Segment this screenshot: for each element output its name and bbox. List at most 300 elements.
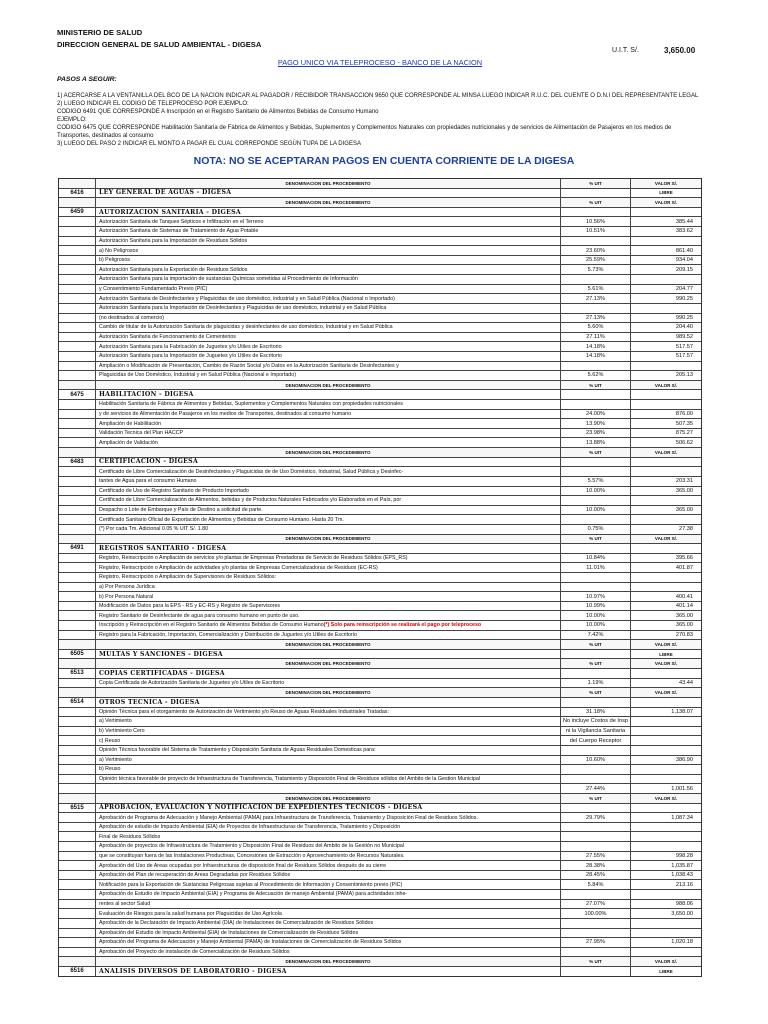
code-cell <box>59 717 96 726</box>
procedure-name: Registro, Reinscripción o Ampliación de servicios y/o plantas de Empresas Prestadoras de Servicio de Residuos Sólidos (EPS_RS) <box>96 554 561 563</box>
code-cell <box>59 314 96 323</box>
procedure-name: Aprobación de la Declaración de Impacto Ambiental (DIA) de Instalaciones de Comercialización de Residuos Sólidos <box>96 919 561 928</box>
uit-percent: 10.00% <box>561 621 631 630</box>
code-cell <box>59 948 96 957</box>
uit-percent: ni la Vigilancia Sanitaria <box>561 727 631 736</box>
uit-percent: 100.00% <box>561 909 631 918</box>
section-row <box>59 544 701 554</box>
code-cell <box>59 659 96 668</box>
section-row <box>59 650 701 660</box>
fee-value <box>631 400 701 409</box>
table-header-row <box>59 688 701 698</box>
table-row <box>59 515 701 525</box>
fee-value: 270.83 <box>675 631 693 638</box>
valor-header: VALOR S/. <box>654 449 678 455</box>
uit-cell <box>561 669 631 678</box>
procedure-name: Cambio de titular de la Autorización Sanitaria de plaguicidas y desinfectantes de uso doméstico, Industrial y en Salud Pública <box>96 323 561 332</box>
valor-header: VALOR S/. <box>654 795 678 801</box>
uit-percent: 23.60% <box>561 246 631 255</box>
fee-value <box>631 583 701 592</box>
procedure-name: Certificado de Libre Comercialización de Desinfectantes y Plaguicidas de de Uso Doméstico, Industrial, Salud Pública y Desinfec- <box>96 467 561 476</box>
table-row <box>59 573 701 583</box>
code-cell <box>59 900 96 909</box>
table-row <box>59 813 701 823</box>
table-row <box>59 900 701 910</box>
table-row <box>59 554 701 564</box>
section-row <box>59 458 701 468</box>
code-cell <box>59 467 96 476</box>
code-cell <box>59 179 96 188</box>
uit-cell <box>561 650 631 659</box>
table-header-row <box>59 448 701 458</box>
fee-value: 990.25 <box>675 314 693 321</box>
code-cell <box>59 515 96 524</box>
code-cell <box>59 842 96 851</box>
uit-percent: 0.75% <box>561 525 631 534</box>
uit-percent <box>561 823 631 832</box>
fee-value: 209.15 <box>675 266 693 273</box>
fee-value: 43.44 <box>679 679 693 686</box>
procedure-name: a) Vertimiento <box>96 717 561 726</box>
procedure-name: Autorización Sanitaria para la Fabricación de Juguetes y/o Utiles de Escritorio <box>96 342 561 351</box>
procedure-name: y de servicios de Alimentación de Pasajeros en los medios de Transportes, destinados al consumo humano <box>96 410 561 419</box>
procedure-name <box>96 784 561 793</box>
code-cell <box>59 410 96 419</box>
uit-percent: 5.84% <box>561 880 631 889</box>
uit-header: % UIT <box>561 794 631 803</box>
procedure-name: Certificado de Uso de Registro Sanitario de Producto Importado <box>96 487 561 496</box>
uit-cell <box>561 698 631 707</box>
code-cell <box>59 621 96 630</box>
code-cell <box>59 688 96 697</box>
procedure-name: (*) Por cada Tm. Adicional 0.05 % UIT S/. 1.80 <box>96 525 561 534</box>
example-code: CODIGO 6475 QUE CORRESPONDE Habilitación Sanitaria de Fábrica de Alimentos y Bebidas, Suplementos y Complementos Naturales con propiedades nutricionales y de servicios de Alimentación de Pasajeros en los medios de <box>57 125 672 131</box>
fee-value: 517.57 <box>675 343 693 350</box>
code-cell <box>59 631 96 640</box>
table-row <box>59 832 701 842</box>
uit-percent: 13.90% <box>561 419 631 428</box>
uit-percent <box>561 929 631 938</box>
section-row <box>59 804 701 814</box>
table-row <box>59 823 701 833</box>
code-cell <box>59 381 96 390</box>
code-cell <box>59 487 96 496</box>
fee-value <box>631 496 701 505</box>
fee-value: 1,035.87 <box>671 862 693 869</box>
valor-header: VALOR S/. <box>654 661 678 667</box>
section-title: HABILITACION - DIGESA <box>96 390 561 399</box>
code-cell <box>59 784 96 793</box>
procedure-name: Ampliación de Habilitación <box>96 419 561 428</box>
valor-header: VALOR S/. <box>654 536 678 542</box>
procedure-name: Autorización Sanitaria para la Importación de Desinfectantes y Plaguicidas de uso doméstico, industrial y en Salud Pública <box>96 304 561 313</box>
section-title: LEY GENERAL DE AGUAS - DIGESA <box>96 189 561 198</box>
fee-value: 1,038.43 <box>671 872 693 879</box>
procedure-name: Validación Tecnica del Plan HACCP <box>96 429 561 438</box>
table-row <box>59 237 701 247</box>
code-cell <box>59 419 96 428</box>
table-row <box>59 256 701 266</box>
example-label: EJEMPLO: <box>57 117 87 123</box>
valor-header: VALOR S/. <box>654 690 678 696</box>
procedure-name: Aprobación de Programa de Adecuación y Manejo Ambiental (PAMA) para Infraestructura de Transferencia, Tratamiento y Disposición Final de Residuos Sólidos. <box>96 813 561 822</box>
procedure-name: Aprobación de estudio de Impacto Ambiental (EIA) de Proyectos de Infraestructuras de Transferencia, Tratamiento y Disposición <box>96 823 561 832</box>
section-title: MULTAS Y SANCIONES - DIGESA <box>96 650 561 659</box>
table-row <box>59 938 701 948</box>
procedure-name: Registro para la Fabricación, Importación, Comercialización y Distribución de Juguetes y/o Utiles de Escritorio <box>96 631 561 640</box>
fee-value <box>631 237 701 246</box>
code-cell <box>59 880 96 889</box>
fee-value: 365.00 <box>675 622 693 629</box>
table-row <box>59 679 701 689</box>
fee-value: 204.77 <box>675 286 693 292</box>
procedure-name: Evaluación de Riesgos para la salud humana por Plaguicidas de Uso Agrícola <box>96 909 561 918</box>
code-cell <box>59 342 96 351</box>
uit-cell <box>561 208 631 217</box>
table-row <box>59 756 701 766</box>
uit-header: % UIT <box>561 179 631 188</box>
fee-value: 401.87 <box>675 564 693 571</box>
procedure-name: Aprobación del Proyecto de instalación de Comercialización de Residuos Sólidos <box>96 948 561 957</box>
uit-percent: 25.59% <box>561 256 631 265</box>
table-row <box>59 592 701 602</box>
fee-value: 385.44 <box>675 218 693 225</box>
fee-value: 213.16 <box>675 881 693 888</box>
section-code: 6459 <box>59 208 96 217</box>
valor-header: VALOR S/. <box>654 200 678 206</box>
uit-percent: 11.01% <box>561 563 631 572</box>
code-cell <box>59 275 96 284</box>
uit-cell <box>561 458 631 467</box>
section-note <box>631 544 701 553</box>
code-cell <box>59 506 96 515</box>
procedure-name: a) No Peligrosos <box>96 246 561 255</box>
table-row <box>59 525 701 535</box>
fee-value <box>631 304 701 313</box>
code-cell <box>59 736 96 745</box>
table-row <box>59 429 701 439</box>
uit-percent <box>561 573 631 582</box>
procedure-name: Notificación para la Exportación de Sustancias Peligrosas sujetas al Procedimiento de Información y Consentimiento previo (PIC) <box>96 880 561 889</box>
uit-value: 3,650.00 <box>664 46 696 55</box>
code-cell <box>59 246 96 255</box>
procedure-name: Aprobación del Programa de Adecuación y Manejo Ambiental (PAMA) de Instalaciones de Comercialización de Residuos Sólidos <box>96 938 561 947</box>
fee-value: 3,650.00 <box>671 910 693 917</box>
section-code: 6491 <box>59 544 96 553</box>
table-row <box>59 294 701 304</box>
fee-value <box>631 275 701 284</box>
procedure-name: rentes al sector Salud <box>96 900 561 909</box>
table-row <box>59 861 701 871</box>
code-cell <box>59 708 96 717</box>
table-row <box>59 371 701 381</box>
uit-percent: 5.60% <box>561 323 631 332</box>
fee-value <box>631 823 701 832</box>
section-code: 6475 <box>59 390 96 399</box>
code-cell <box>59 304 96 313</box>
uit-percent: 7.42% <box>561 631 631 640</box>
fee-value: 875.27 <box>675 430 693 437</box>
code-cell <box>59 323 96 332</box>
procedure-name: Ampliación o Modificación de Presentación, Cambio de Razón Social y/o Datos en la Autorización Sanitaria de Desinfectantes y <box>96 362 561 371</box>
procedure-name: Aprobación del Estudio de Impacto Ambiental (EIA) de Instalaciones de Comercialización de Residuos Sólidos <box>96 929 561 938</box>
code-cell <box>59 727 96 736</box>
fee-value: 204.40 <box>675 324 693 331</box>
procedure-name: Autorización Sanitaria de Tanques Sépticos e Infiltración en el Terreno <box>96 217 561 226</box>
fee-value: 395.66 <box>675 555 693 562</box>
uit-percent <box>561 890 631 899</box>
code-cell <box>59 371 96 380</box>
table-row <box>59 880 701 890</box>
table-row <box>59 602 701 612</box>
uit-percent: 5.62% <box>561 371 631 380</box>
tupa-table <box>58 178 702 977</box>
procedure-name: (no destinados al comercio) <box>96 314 561 323</box>
code-cell <box>59 554 96 563</box>
procedure-name: b) Por Persona Natural <box>96 592 561 601</box>
code-cell <box>59 592 96 601</box>
section-note <box>631 390 701 399</box>
table-row <box>59 246 701 256</box>
uit-cell <box>561 390 631 399</box>
table-row <box>59 275 701 285</box>
uit-percent <box>561 832 631 841</box>
fee-value: 1,020.18 <box>671 939 693 946</box>
procedure-header: DENOMINACION DEL PROCEDIMIENTO <box>96 381 561 390</box>
section-note: LIBRE <box>659 651 673 657</box>
uit-cell <box>561 544 631 553</box>
table-row <box>59 323 701 333</box>
procedure-header: DENOMINACION DEL PROCEDIMIENTO <box>96 659 561 668</box>
fee-value: 400.41 <box>675 593 693 600</box>
uit-percent: 5.57% <box>561 477 631 486</box>
code-cell <box>59 429 96 438</box>
table-header-row <box>59 535 701 545</box>
uit-percent <box>561 400 631 409</box>
uit-percent: 14.18% <box>561 342 631 351</box>
uit-percent: 28.38% <box>561 861 631 870</box>
fee-value <box>631 890 701 899</box>
table-header-row <box>59 198 701 208</box>
uit-cell <box>561 189 631 198</box>
fee-value <box>631 919 701 928</box>
table-header-row <box>59 794 701 804</box>
section-title: REGISTROS SANITARIO - DIGESA <box>96 544 561 553</box>
uit-percent: 27.07% <box>561 900 631 909</box>
uit-percent: 27.55% <box>561 852 631 861</box>
code-cell <box>59 602 96 611</box>
fee-value: 861.40 <box>675 247 693 254</box>
table-row <box>59 285 701 295</box>
uit-percent <box>561 275 631 284</box>
valor-header: VALOR S/. <box>654 959 678 965</box>
procedure-header: DENOMINACION DEL PROCEDIMIENTO <box>96 198 561 207</box>
uit-percent <box>561 919 631 928</box>
uit-percent: 24.00% <box>561 410 631 419</box>
code-cell <box>59 563 96 572</box>
code-cell <box>59 775 96 784</box>
code-cell <box>59 929 96 938</box>
uit-percent: del Cuerpo Receptor <box>561 736 631 745</box>
fee-value: 517.57 <box>675 353 693 360</box>
procedure-name: Certificado de Libre Comercialización de Alimentos, bebidas y de Productos Naturales Fabricados y/o Elaborados en el País, por <box>96 496 561 505</box>
procedure-name: que se constituyan fuera de las Instalaciones Productivas, Concesiones de Extracción o Aprovechamiento de Recursos Naturales. <box>96 852 561 861</box>
uit-percent: 10.56% <box>561 217 631 226</box>
direction-title: DIRECCION GENERAL DE SALUD AMBIENTAL - DIGESA <box>57 40 262 49</box>
uit-percent: 10.99% <box>561 602 631 611</box>
code-cell <box>59 573 96 582</box>
section-row <box>59 189 701 199</box>
section-code: 6515 <box>59 804 96 813</box>
code-cell <box>59 871 96 880</box>
fee-value: 1,001.56 <box>671 785 693 792</box>
procedure-name: Modificación de Datos para la EPS - RS y EC-RS y Registro de Supervisores <box>96 602 561 611</box>
fee-value <box>631 467 701 476</box>
code-cell <box>59 765 96 774</box>
fee-value: 401.14 <box>675 603 693 610</box>
fee-value <box>631 746 701 755</box>
procedure-name: Copia Certificada de Autorización Sanitaria de Juguetes y/o Utiles de Escritorio <box>96 679 561 688</box>
table-row <box>59 342 701 352</box>
table-row <box>59 871 701 881</box>
procedure-name: Registro Sanitario de Desinfectante de agua para consumo humano en punto de uso. <box>96 611 561 620</box>
table-row <box>59 506 701 516</box>
uit-percent <box>561 583 631 592</box>
fee-value: 383.62 <box>675 228 693 235</box>
procedure-header: DENOMINACION DEL PROCEDIMIENTO <box>96 640 561 649</box>
procedure-name: Aprobación del Uso de Areas ocupadas por Infraestructuras de disposición final de Residuos Sólidos después de su cierre <box>96 861 561 870</box>
table-row <box>59 929 701 939</box>
section-note <box>631 208 701 217</box>
code-cell <box>59 400 96 409</box>
uit-percent <box>561 775 631 784</box>
fee-value: 365.00 <box>675 507 693 514</box>
code-cell <box>59 832 96 841</box>
procedure-name: Autorización Sanitaria de Sistemas de Tratamiento de Agua Potable <box>96 227 561 236</box>
uit-percent: 23.98% <box>561 429 631 438</box>
fee-value <box>631 929 701 938</box>
fee-value <box>631 727 701 736</box>
procedure-name: Ampliación de Validación <box>96 438 561 447</box>
section-row <box>59 698 701 708</box>
code-cell <box>59 756 96 765</box>
procedure-name: Autorización Sanitaria de Funcionamiento de Cementerios <box>96 333 561 342</box>
payment-note: NOTA: NO SE ACEPTARAN PAGOS EN CUENTA CORRIENTE DE LA DIGESA <box>193 155 575 167</box>
procedure-name: b) Peligrosos <box>96 256 561 265</box>
procedure-header: DENOMINACION DEL PROCEDIMIENTO <box>96 179 561 188</box>
uit-percent: 27.44% <box>561 784 631 793</box>
table-row <box>59 708 701 718</box>
fee-value: 934.04 <box>675 257 693 264</box>
uit-percent <box>561 496 631 505</box>
table-row <box>59 775 701 785</box>
uit-header: % UIT <box>561 535 631 544</box>
uit-percent: 10.97% <box>561 592 631 601</box>
table-row <box>59 314 701 324</box>
uit-header: % UIT <box>561 659 631 668</box>
uit-percent <box>561 362 631 371</box>
procedure-name: a) Vertimiento <box>96 756 561 765</box>
procedure-name: Certificado Sanitario Oficial de Exportación de Alimentos y Bebidas de Consumo Humano. Hasta 20 Tm. <box>96 515 561 524</box>
procedure-name: c) Reuso <box>96 736 561 745</box>
fee-value: 1,087.34 <box>671 814 693 821</box>
fee-value <box>631 765 701 774</box>
section-title: CERTIFICACION - DIGESA <box>96 458 561 467</box>
table-row <box>59 948 701 958</box>
code-cell <box>59 265 96 274</box>
procedure-name: Aprobación de proyectos de Infraestructura de Tratamiento y Disposición Final de Residuos del Ambito de la Gestión no Municipal <box>96 842 561 851</box>
table-row <box>59 304 701 314</box>
step-2: 2) LUEGO INDICAR EL CODIGO DE TELEPROCESO POR EJEMPLO: <box>57 101 249 107</box>
uit-percent: 27.11% <box>561 333 631 342</box>
code-cell <box>59 448 96 457</box>
code-cell <box>59 890 96 899</box>
code-cell <box>59 525 96 534</box>
table-row <box>59 438 701 448</box>
fee-value: 990.25 <box>675 295 693 302</box>
fee-value <box>631 515 701 524</box>
fee-value: 989.52 <box>675 334 693 341</box>
example-code-cont: Transportes, destinados al consumo <box>57 133 154 139</box>
fee-value: 27.38 <box>679 526 693 533</box>
code-cell <box>59 237 96 246</box>
code-cell <box>59 583 96 592</box>
code-cell <box>59 957 96 966</box>
fee-value <box>631 736 701 745</box>
procedure-name: Opinión técnica favorable de proyecto de Infraestructura de Transferencia, Tratamiento y Disposición Final de Residuos sólidos del Ambito de la Gestion Municipal <box>96 775 561 784</box>
table-row <box>59 419 701 429</box>
table-row <box>59 487 701 497</box>
fee-value: 998.28 <box>675 852 693 859</box>
section-title: ANALISIS DIVERSOS DE LABORATORIO - DIGESA <box>96 967 561 976</box>
uit-label: U.I.T. S/. <box>612 47 639 54</box>
section-row <box>59 208 701 218</box>
uit-percent: 5.73% <box>561 265 631 274</box>
uit-percent: 31.18% <box>561 708 631 717</box>
section-note <box>631 698 701 707</box>
section-row <box>59 390 701 400</box>
procedure-name: b) Reuso <box>96 765 561 774</box>
procedure-header: DENOMINACION DEL PROCEDIMIENTO <box>96 535 561 544</box>
uit-header: % UIT <box>561 198 631 207</box>
table-row <box>59 477 701 487</box>
uit-percent <box>561 515 631 524</box>
code-cell <box>59 852 96 861</box>
code-cell <box>59 813 96 822</box>
table-row <box>59 919 701 929</box>
section-note <box>631 804 701 813</box>
code-cell <box>59 611 96 620</box>
procedure-name: Despacho o Lote de Embarque y País de Destino a solicitud de parte. <box>96 506 561 515</box>
fee-value: 988.06 <box>675 901 693 907</box>
code-cell <box>59 217 96 226</box>
section-code: 6514 <box>59 698 96 707</box>
code-cell <box>59 198 96 207</box>
uit-percent: 14.18% <box>561 352 631 361</box>
procedure-name: Aprobación de Estudio de Impacto Ambiental (EIA) y Programa de Adecuación de manejo Ambiental (PAMA) para actividades inhe- <box>96 890 561 899</box>
table-row <box>59 890 701 900</box>
table-row <box>59 496 701 506</box>
reinscription-note: (*) Solo para reinscripción se realizará el pago por teleproceso <box>323 622 482 629</box>
valor-header: VALOR S/. <box>654 642 678 648</box>
step-2-code: CODIGO 6491 QUE CORRESPONDE A Inscripción en el Registro Sanitario de Alimentos Bebidas de Consumo Humano <box>57 109 379 115</box>
section-note <box>631 669 701 678</box>
uit-percent: No incluye Costos de Insp <box>561 717 631 726</box>
table-row <box>59 400 701 410</box>
table-header-row <box>59 659 701 669</box>
step-3: 3) LUEGO DEL PASO 2 INDICAR EL MONTO A PAGAR EL CUAL CORREPONDE SEGÚN TUPA DE LA DIGESA <box>57 141 361 147</box>
procedure-header: DENOMINACION DEL PROCEDIMIENTO <box>96 794 561 803</box>
